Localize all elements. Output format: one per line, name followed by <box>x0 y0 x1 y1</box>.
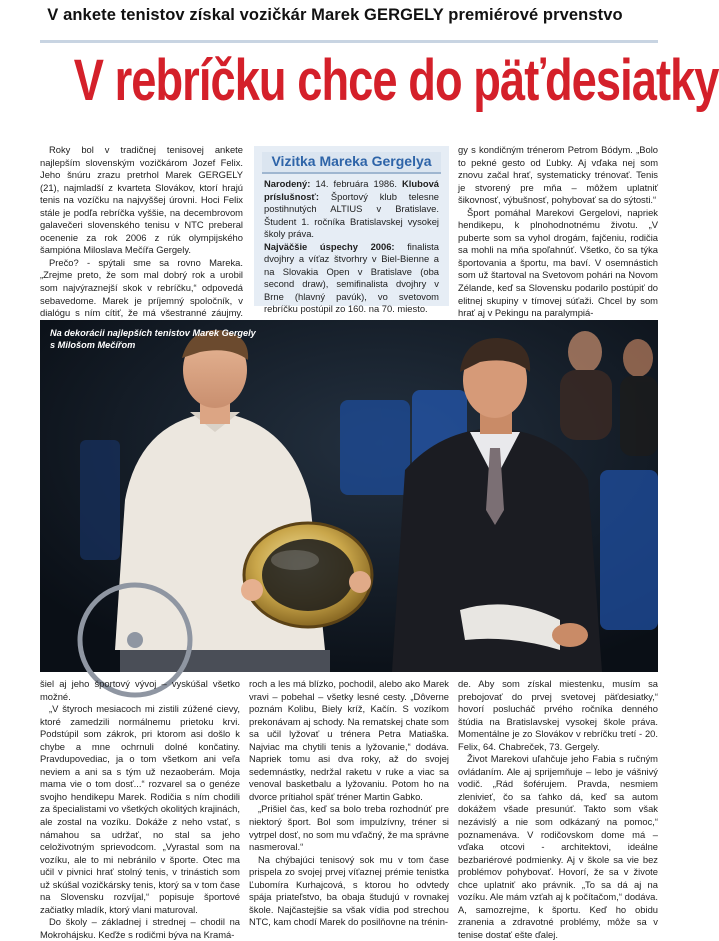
intro-column-3 <box>458 144 658 319</box>
body-col1-paragraph: Do školy – základnej i strednej – chodil na Mokrohájsku. Keďže s rodičmi býva na Kramá- <box>40 916 240 940</box>
kicker-line: V ankete tenistov získal vozičkár Marek GERGELY premiérové prvenstvo <box>47 6 623 24</box>
body-col2-paragraph: Na chýbajúci tenisový sok mu v tom čase prispela zo svojej prvej víťaznej prémie tenistka Ľubomíra Kurhajcová, s ktorou ho odvtedy spája priateľstvo, ba obaja študujú v rovnakej škole. Najčastejšie sa však vídia pod strechou NTC, kam chodí Marek do posilňovne na trénin- <box>249 853 449 928</box>
infobox-born-value: 14. februára 1986. <box>315 178 397 189</box>
infobox-success-label: Najväčšie úspechy 2006: <box>264 240 395 252</box>
intro-col3-paragraph: gy s kondičným trénerom Petrom Bódym. „Bolo to pekné gesto od Ľubky. Aj vďaka nej som znovu začal hrať, systematicky trénovať. Tenis je stvorený pre mňa – môžem uplatniť šikovnosť, výbušnosť, pohybovať sa do sýtosti.“ <box>458 144 658 206</box>
body-column-3 <box>458 678 658 940</box>
infobox-club-label: Klubová príslušnosť: <box>264 178 440 202</box>
infobox-success <box>264 241 439 316</box>
body-column-2 <box>249 678 449 932</box>
body-column-1 <box>40 678 240 940</box>
body-col2-paragraph: „Prišiel čas, keď sa bolo treba rozhodnúť pre niektorý šport. Bol som impulzívny, tréner si vytrpel dosť, no som mu vďačný, že ma správne nasmeroval.“ <box>249 803 449 853</box>
intro-col1-paragraph: Roky bol v tradičnej tenisovej ankete najlepším slovenským vozičkárom Jozef Felix. Jeho šnúru zrazu pretrhol Marek GERGELY (21), najmladší z kvarteta Slovákov, ktorí hrajú tenis na vozíčku na najvyššej úrovni. Hoci Felix stále je podľa rebríčka vyššie, na decembrovom galavečeri slovenského tenisu v NTC preberal ocenenie za rok 2006 z rúk olympijského šampióna Miloslava Mečířa Gergely. <box>40 144 243 256</box>
infobox-success-value: finalista dvojhry a víťaz štvorhry v Biel-Bienne a na Slovakia Open v Bratislave (oba second draw), semifinalista dvojhry v Brne (hlavný pavúk), vo svetovom rebríčku postúpil zo 160. na 70. miesto. <box>264 240 439 314</box>
body-col3-paragraph: Život Marekovi uľahčuje jeho Fabia s ručným ovládaním. Ale aj sprijemňuje – lebo je vášnivý vodič. „Rád šoférujem. Pravda, nesmiem zlenivieť, čo sa ťahko dá, keď sa autom dokážem všade presunúť. Takto som však nezávislý a nie som odkázaný na pomoc,“ poznamenáva. V rodičovskom dome má – vďaka otcovi - architektovi, ideálne bezbariérové podmienky. Aj v škole sa vie bez problémov pohybovať. Hovorí, že sa v živote chce uplatniť ako právnik. „To sa dá aj na vozíku. Ale mám vzťah aj k počítačom,“ dodáva. A, samozrejme, k športu. Keď ho obidu zranenia a zdravotné problémy, môže sa v tenise dostať ešte ďalej. <box>458 753 658 940</box>
infobox-title: Vizitka Mareka Gergelya <box>262 152 441 174</box>
infobox-body <box>254 178 449 316</box>
intro-column-1 <box>40 144 243 319</box>
infobox-born-label: Narodený: <box>264 178 311 189</box>
infobox-born <box>264 178 439 241</box>
award-plaque <box>241 523 372 627</box>
headline: V rebríčku chce do päťdesiatky <box>73 48 719 113</box>
body-col1-paragraph: „V štyroch mesiacoch mi zistili zúžené cievy, ktoré zamedzili normálnemu prietoku krvi. Podstúpil som zákrok, pri ktorom asi došlo k chybe a mne ochrnuli dolné končatiny. Pravdupovediac, ja o tom všetkom ani veľa neviem a ani sa s tým už nezaoberám. Moja mama vie o tom dosť...“ rozvarel sa o genéze svojho hendikepu Marek. Rodičia s ním chodili za špecialistami vo všetkých okolitých krajinách, ale zostal na vozíku. Dokáže z neho vstať, s námahou sa udržať, no stal sa jeho celoživotným sprievodcom. „Vyrastal som na vozíku, ale to mi nebránilo v športe. Otec ma učil v pivnici hrať stolný tenis, v trinástich som už skúšal vozičkársky tenis, ktorý sa v tom čase na Slovensku rozvíjal,“ popisuje športové začiatky mladík, ktorý vlani maturoval. <box>40 703 240 915</box>
body-col3-paragraph: de. Aby som získal miestenku, musím sa prebojovať do prvej svetovej päťdesiatky,“ hovorí poslucháč prvého ročníka denného štúdia na Bratislavskej vysokej škole práva. Momentálne je zo Slovákov v rebríčku tretí - 20. Felix, 64. Chabreček, 73. Gergely. <box>458 678 658 752</box>
body-col1-paragraph: šiel aj jeho športový vývoj – vyskúšal všetko možné. <box>40 678 240 702</box>
infobox-club-value: Športový klub telesne postihnutých ALTIUS v Bratislave. Študent 1. ročníka Bratislavskej vysokej školy práva. <box>264 190 440 239</box>
profile-infobox <box>254 146 449 314</box>
article-photo <box>40 320 658 672</box>
intro-col1-paragraph: Prečo? - spýtali sme sa rovno Mareka. „Zrejme preto, že som mal dobrý rok a urobil som najvýraznejší skok v rebríčku,“ odpovedá sebavedome. Marek je príjemný spoločník, v dialógu s ním cítiť, že má všestranné záujmy. <box>40 256 243 319</box>
intro-col3-paragraph: Šport pomáhal Marekovi Gergelovi, napriek hendikepu, k plnohodnotnému životu. „V puberte som sa vyhol drogám, fajčeniu, rodičia sa mohli na mňa spoľahnúť. Všetko, čo sa týka športovania a športu, ma baví. V osemnástich som už štartoval na Svetovom pohári na Novom Zélande, keď sa Slovensku podarilo postúpiť do elitnej skupiny v tímovej súťaži. Chcel by som hrať aj v Pekingu na paralympiá- <box>458 206 658 319</box>
body-col2-paragraph: roch a les má blízko, pochodil, alebo ako Marek vravi – pobehal – všetky lesné cesty. „Dôverne poznám Kolibu, Biely kríž, Kačín. S vozíkom prekonávam aj schody. Na rematskej chate som sa učil lyžovať u trénera Petra Matiaška. Najviac ma chytili tenis a lyžovanie,“ dodáva. Napriek tomu asi dva roky, až do svojej sedemnástky, nedržal raketu v ruke a viac sa venoval basketbalu a lyžovaniu. Potom ho na dvorce prítiahol späť tréner Martin Gabko. <box>249 678 449 802</box>
photo-caption: Na dekorácii najlepších tenistov Marek Gergely s Milošom Mečířom <box>50 328 256 350</box>
kicker-rule <box>40 40 658 43</box>
photo-illustration <box>40 320 658 672</box>
